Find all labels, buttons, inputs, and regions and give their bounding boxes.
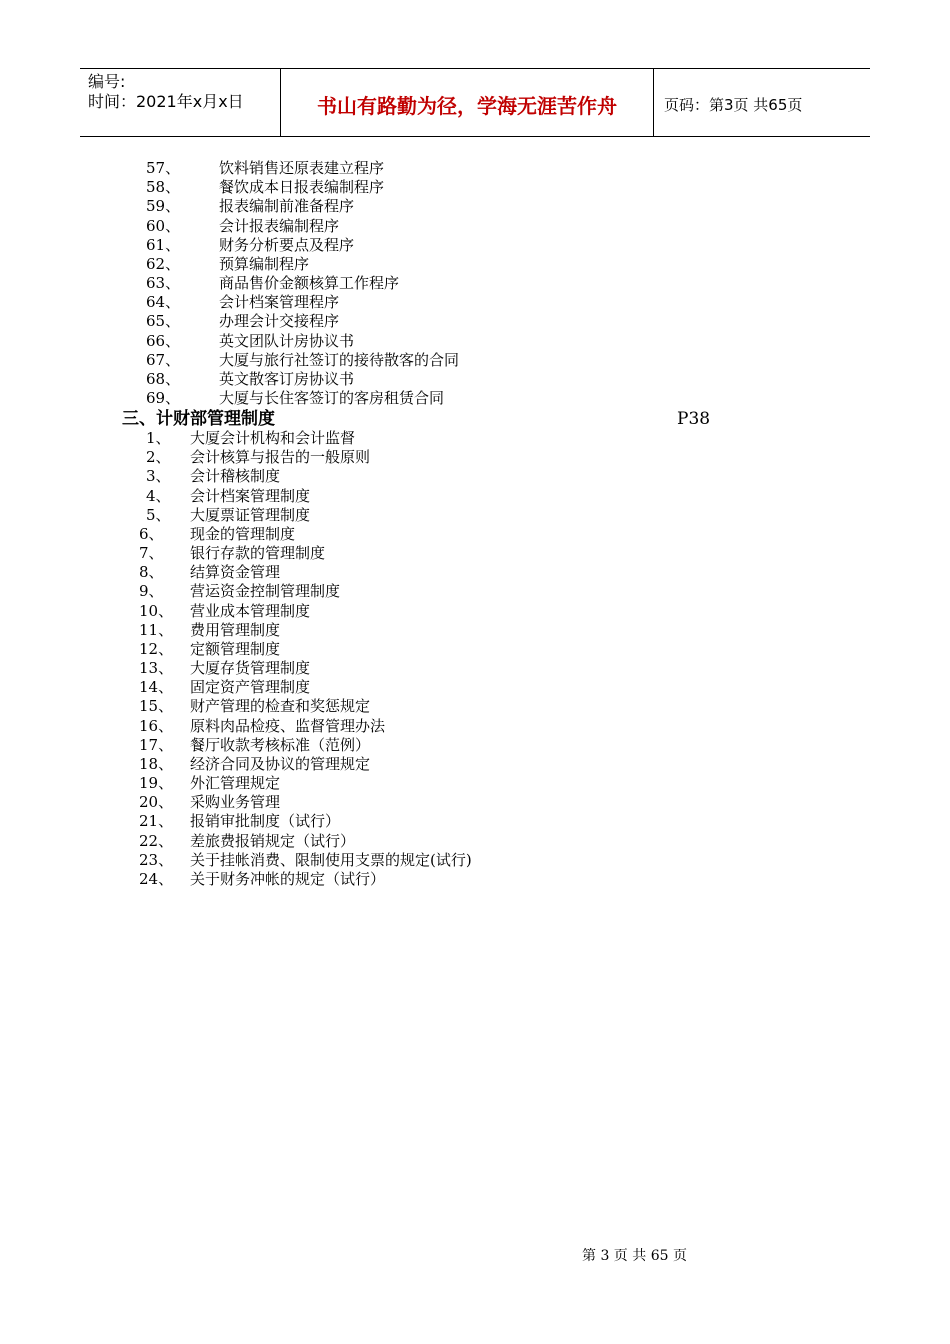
section-title: 三、计财部管理制度 (122, 409, 275, 429)
item-number: 7、 (139, 544, 164, 563)
item-number: 11、 (139, 620, 174, 639)
item-number: 1、 (146, 429, 171, 447)
header-meta (80, 69, 281, 136)
item-number: 8、 (139, 563, 164, 582)
item-number: 6、 (139, 524, 164, 543)
item-number: 12、 (139, 639, 174, 658)
item-text: 银行存款的管理制度 (190, 544, 326, 563)
item-text: 差旅费报销规定（试行） (190, 831, 356, 850)
item-number: 22、 (139, 831, 174, 850)
item-text: 英文散客订房协议书 (219, 369, 355, 388)
item-text: 原料肉品检疫、监督管理办法 (190, 716, 386, 735)
item-text: 固定资产管理制度 (190, 678, 311, 697)
item-number: 13、 (139, 659, 174, 678)
item-text: 大厦会计机构和会计监督 (190, 429, 356, 447)
item-number: 66、 (146, 331, 181, 350)
item-text: 办理会计交接程序 (219, 312, 340, 331)
item-text: 定额管理制度 (190, 639, 281, 658)
item-number: 19、 (139, 774, 174, 793)
item-text: 大厦票证管理制度 (190, 505, 311, 524)
item-number: 59、 (146, 197, 181, 216)
item-text: 关于挂帐消费、限制使用支票的规定(试行) (190, 850, 472, 869)
item-number: 57、 (146, 159, 181, 177)
item-number: 21、 (139, 812, 174, 831)
item-text: 财产管理的检查和奖惩规定 (190, 697, 371, 716)
item-text: 餐厅收款考核标准（范例） (190, 735, 371, 754)
item-text: 现金的管理制度 (190, 524, 296, 543)
item-text: 采购业务管理 (190, 793, 281, 812)
section-page-ref: P38 (677, 409, 711, 429)
item-number: 2、 (146, 448, 171, 467)
item-number: 15、 (139, 697, 174, 716)
item-text: 报表编制前准备程序 (219, 197, 355, 216)
item-number: 68、 (146, 369, 181, 388)
item-text: 营运资金控制管理制度 (190, 582, 341, 601)
header-page-info: 页码：第3页 共65页 (664, 96, 803, 114)
item-text: 英文团队计房协议书 (219, 331, 355, 350)
time-label: 时间：2021年x月x日 (88, 92, 244, 111)
item-text: 关于财务冲帐的规定（试行） (190, 869, 386, 888)
item-number: 16、 (139, 716, 174, 735)
item-text: 商品售价金额核算工作程序 (219, 274, 400, 293)
item-number: 62、 (146, 254, 181, 273)
item-text: 费用管理制度 (190, 620, 281, 639)
item-text: 报销审批制度（试行） (190, 812, 341, 831)
item-number: 4、 (146, 486, 171, 505)
item-number: 58、 (146, 178, 181, 197)
item-number: 5、 (146, 505, 171, 524)
item-text: 预算编制程序 (219, 254, 310, 273)
item-text: 外汇管理规定 (190, 774, 281, 793)
item-text: 大厦与长住客签订的客房租赁合同 (219, 389, 445, 408)
page-footer: 第 3 页 共 65 页 (582, 1248, 687, 1264)
header-motto: 书山有路勤为径，学海无涯苦作舟 (281, 69, 654, 136)
item-number: 60、 (146, 216, 181, 235)
item-number: 9、 (139, 582, 164, 601)
item-text: 餐饮成本日报表编制程序 (219, 178, 385, 197)
item-text: 大厦存货管理制度 (190, 659, 311, 678)
item-number: 63、 (146, 274, 181, 293)
item-text: 大厦与旅行社签订的接待散客的合同 (219, 350, 460, 369)
item-text: 营业成本管理制度 (190, 601, 311, 620)
page-header (80, 68, 870, 137)
item-text: 结算资金管理 (190, 563, 281, 582)
item-number: 17、 (139, 735, 174, 754)
item-text: 会计档案管理制度 (190, 486, 311, 505)
item-number: 14、 (139, 678, 174, 697)
item-number: 65、 (146, 312, 181, 331)
item-number: 20、 (139, 793, 174, 812)
item-text: 财务分析要点及程序 (219, 235, 355, 254)
item-number: 24、 (139, 869, 174, 888)
item-number: 18、 (139, 754, 174, 773)
item-number: 61、 (146, 235, 181, 254)
item-number: 67、 (146, 350, 181, 369)
item-number: 3、 (146, 467, 171, 486)
item-number: 10、 (139, 601, 174, 620)
item-number: 69、 (146, 389, 181, 408)
item-text: 会计报表编制程序 (219, 216, 340, 235)
item-number: 23、 (139, 850, 174, 869)
item-text: 会计档案管理程序 (219, 293, 340, 312)
item-text: 饮料销售还原表建立程序 (219, 159, 385, 177)
item-number: 64、 (146, 293, 181, 312)
item-text: 会计核算与报告的一般原则 (190, 448, 371, 467)
item-text: 会计稽核制度 (190, 467, 281, 486)
code-label: 编号: (88, 72, 126, 91)
item-text: 经济合同及协议的管理规定 (190, 754, 371, 773)
